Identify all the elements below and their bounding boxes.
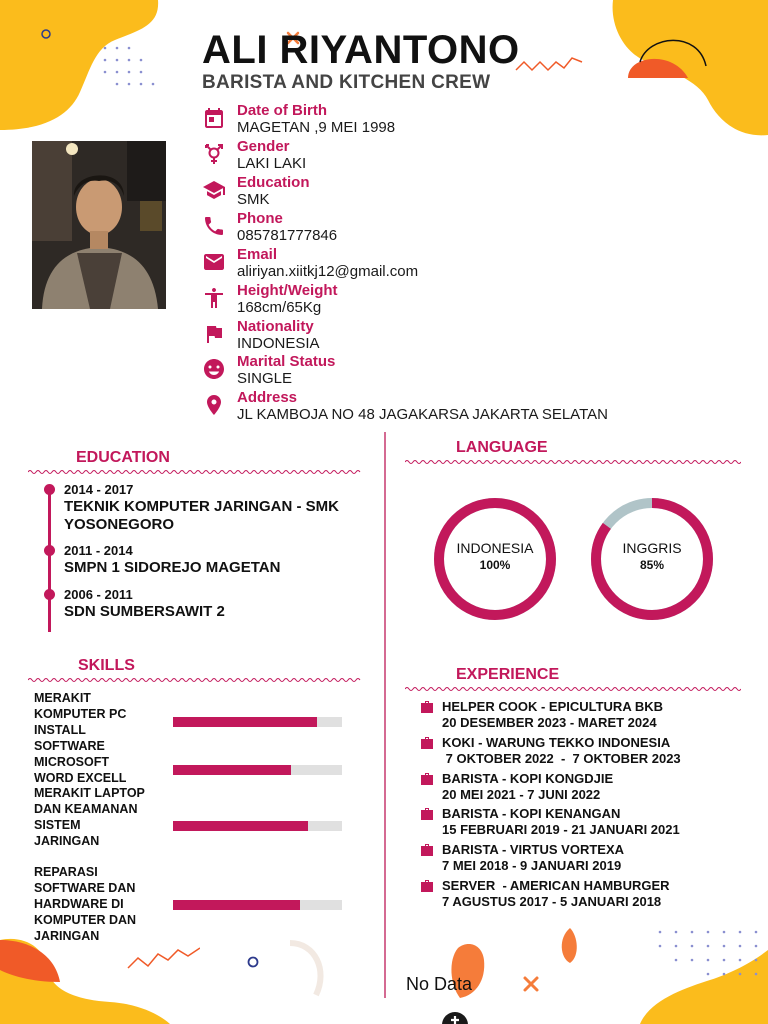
briefcase-icon xyxy=(420,844,434,856)
skill-name: MERAKIT LAPTOP DAN KEAMANAN SISTEM JARINGAN xyxy=(34,786,145,848)
info-value: SINGLE xyxy=(237,370,293,387)
decor-bottom-right-blob xyxy=(440,920,768,1024)
experience-dates: 7 OKTOBER 2022 - 7 OKTOBER 2023 xyxy=(442,751,681,766)
info-row-gender xyxy=(202,138,722,174)
experience-position: BARISTA - KOPI KONGDJIE xyxy=(442,771,614,786)
skill-bar-fill xyxy=(173,765,291,775)
info-value: MAGETAN ,9 MEI 1998 xyxy=(237,119,396,136)
language-name: INGGRIS xyxy=(622,540,682,556)
language-divider xyxy=(405,459,741,465)
experience-position: HELPER COOK - EPICULTURA BKB xyxy=(442,699,663,714)
education-school: SDN SUMBERSAWIT 2 xyxy=(64,603,225,620)
experience-item xyxy=(420,699,750,731)
briefcase-icon xyxy=(420,737,434,749)
skill-bar-fill xyxy=(173,821,308,831)
info-row-address xyxy=(202,389,722,425)
skill-bar xyxy=(173,765,342,775)
info-label: Height/Weight xyxy=(237,282,338,299)
info-value: aliriyan.xiitkj12@gmail.com xyxy=(237,263,419,280)
education-school: SMPN 1 SIDOREJO MAGETAN xyxy=(64,559,281,576)
experience-position: BARISTA - VIRTUS VORTEXA xyxy=(442,842,625,857)
location-pin-icon xyxy=(202,393,226,417)
info-value: 085781777846 xyxy=(237,227,338,244)
info-label: Address xyxy=(237,389,298,406)
education-title: EDUCATION xyxy=(76,449,170,466)
experience-dates: 7 AGUSTUS 2017 - 5 JANUARI 2018 xyxy=(442,894,662,909)
skill-bar-fill xyxy=(173,717,317,727)
experience-position: SERVER - AMERICAN HAMBURGER xyxy=(442,878,670,893)
info-label: Phone xyxy=(237,210,283,227)
skill-name: REPARASI SOFTWARE DAN HARDWARE DI KOMPUTER DAN JARINGAN xyxy=(34,865,137,943)
skill-bar xyxy=(173,821,342,831)
skills-divider xyxy=(28,677,362,683)
decor-top-left-blob xyxy=(0,0,170,135)
resume-name: ALI RIYANTONO xyxy=(202,28,520,72)
language-title: LANGUAGE xyxy=(456,439,548,456)
timeline-dot xyxy=(44,545,55,556)
skill-bar-fill xyxy=(173,900,300,910)
graduation-cap-icon xyxy=(202,178,226,202)
language-percent: 100% xyxy=(479,558,511,572)
decor-bottom-left-blob xyxy=(0,930,200,1024)
info-label: Date of Birth xyxy=(237,102,327,119)
experience-dates: 20 MEI 2021 - 7 JUNI 2022 xyxy=(442,787,601,802)
experience-position: KOKI - WARUNG TEKKO INDONESIA xyxy=(442,735,671,750)
info-row-date-of-birth xyxy=(202,102,722,138)
experience-dates: 7 MEI 2018 - 9 JANUARI 2019 xyxy=(442,858,622,873)
info-value: JL KAMBOJA NO 48 JAGAKARSA JAKARTA SELATAN xyxy=(237,406,608,423)
no-data-text: No Data xyxy=(406,974,473,994)
experience-position: BARISTA - KOPI KENANGAN xyxy=(442,806,621,821)
skill-bar xyxy=(173,717,342,727)
education-years: 2011 - 2014 xyxy=(64,543,133,558)
experience-divider xyxy=(405,686,741,692)
experience-item xyxy=(420,842,750,874)
education-years: 2006 - 2011 xyxy=(64,587,133,602)
info-row-email xyxy=(202,246,722,282)
info-label: Nationality xyxy=(237,318,314,335)
education-years: 2014 - 2017 xyxy=(64,482,134,497)
briefcase-icon xyxy=(420,808,434,820)
education-school: TEKNIK KOMPUTER JARINGAN - SMK YOSONEGORO xyxy=(64,498,340,533)
language-label-group xyxy=(430,540,560,572)
education-timeline-line xyxy=(48,488,51,632)
experience-item xyxy=(420,878,750,910)
info-value: LAKI LAKI xyxy=(237,155,307,172)
info-label: Gender xyxy=(237,138,290,155)
info-value: SMK xyxy=(237,191,270,208)
gender-icon xyxy=(202,142,226,166)
profile-photo xyxy=(32,141,166,309)
info-label: Education xyxy=(237,174,310,191)
phone-icon xyxy=(202,214,226,238)
experience-title: EXPERIENCE xyxy=(456,666,560,683)
decor-bottom-arc xyxy=(240,935,340,1005)
info-row-nationality xyxy=(202,318,722,354)
info-row-height-weight xyxy=(202,282,722,318)
resume-role: BARISTA AND KITCHEN CREW xyxy=(202,72,491,93)
briefcase-icon xyxy=(420,880,434,892)
info-value: 168cm/65Kg xyxy=(237,299,322,316)
flag-icon xyxy=(202,322,226,346)
experience-item xyxy=(420,806,750,838)
person-icon xyxy=(202,286,226,310)
language-percent: 85% xyxy=(639,558,665,572)
skill-bar xyxy=(173,900,342,910)
info-row-marital-status xyxy=(202,353,722,389)
experience-item xyxy=(420,771,750,803)
skills-title: SKILLS xyxy=(78,657,135,674)
timeline-dot xyxy=(44,589,55,600)
column-divider xyxy=(384,432,386,998)
skill-name: INSTALL SOFTWARE MICROSOFT WORD EXCELL xyxy=(34,723,127,785)
email-icon xyxy=(202,250,226,274)
add-icon[interactable] xyxy=(440,1010,470,1024)
info-value: INDONESIA xyxy=(237,335,320,352)
info-label: Marital Status xyxy=(237,353,336,370)
experience-item xyxy=(420,735,750,767)
calendar-icon xyxy=(202,106,226,130)
briefcase-icon xyxy=(420,701,434,713)
info-row-phone xyxy=(202,210,722,246)
experience-dates: 15 FEBRUARI 2019 - 21 JANUARI 2021 xyxy=(442,822,680,837)
skill-name: MERAKIT KOMPUTER PC xyxy=(34,691,127,721)
experience-dates: 20 DESEMBER 2023 - MARET 2024 xyxy=(442,715,657,730)
timeline-dot xyxy=(44,484,55,495)
education-divider xyxy=(28,469,362,475)
face-icon xyxy=(202,357,226,381)
language-label-group xyxy=(587,540,717,572)
briefcase-icon xyxy=(420,773,434,785)
decor-top-zigzag xyxy=(514,50,586,74)
info-row-education xyxy=(202,174,722,210)
language-name: INDONESIA xyxy=(456,540,534,556)
info-label: Email xyxy=(237,246,278,263)
